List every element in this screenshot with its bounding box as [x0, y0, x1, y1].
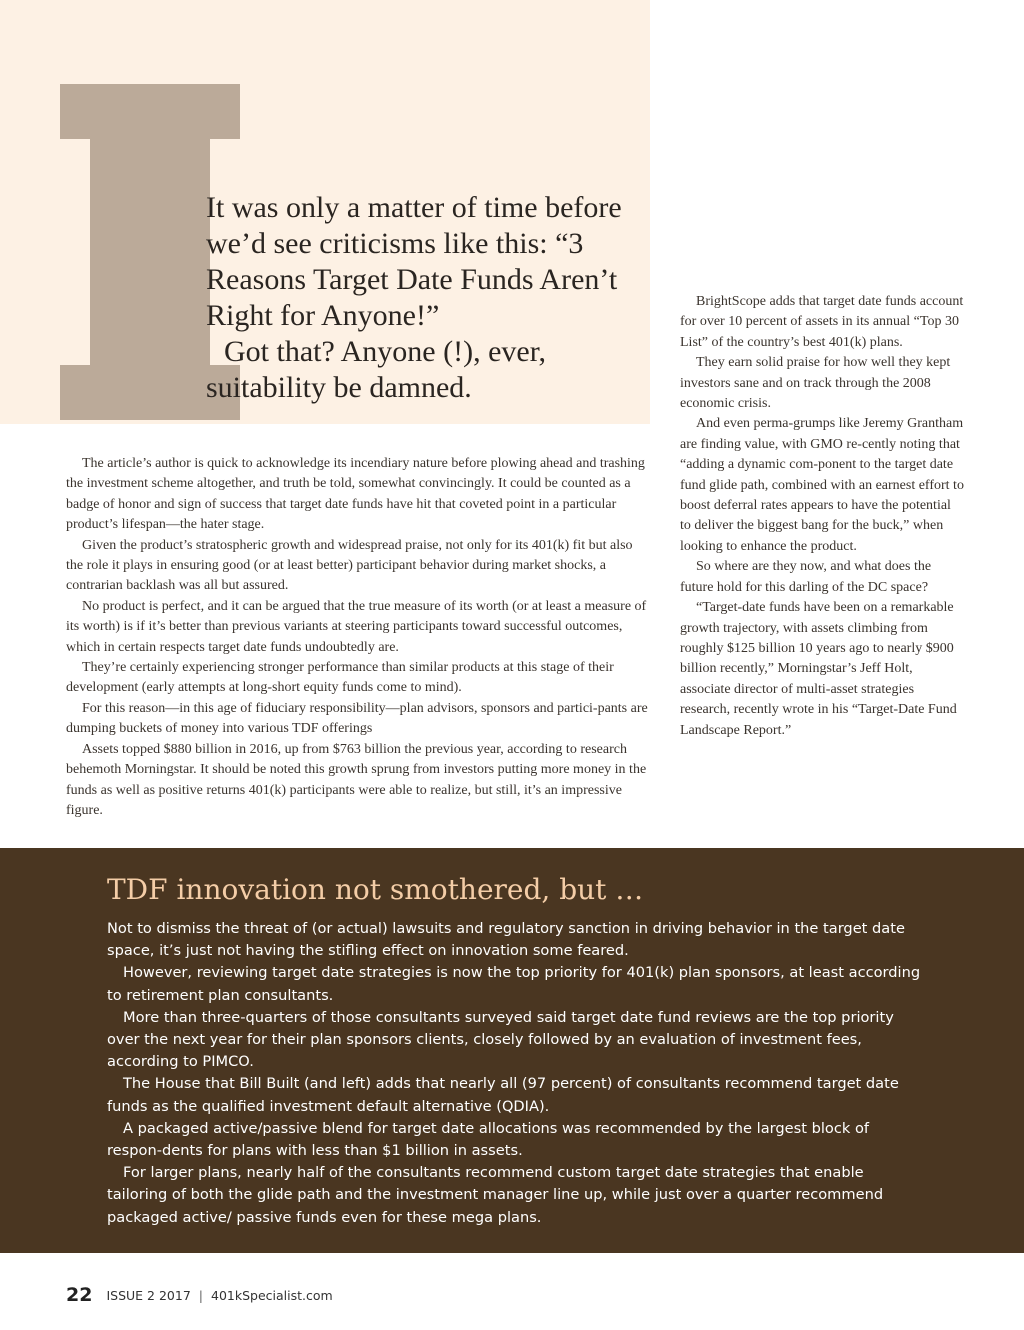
- sidebar-paragraph: A packaged active/passive blend for target date allocations was recommended by the largest block of respon-dents for plans with less than $1 billion in assets.: [107, 1119, 870, 1160]
- issue-label: ISSUE 2 2017: [106, 1287, 191, 1303]
- article-paragraph: Assets topped $880 billion in 2016, up from $763 billion the previous year, according to research behemoth Morningstar. It should be noted this growth sprung from investors putting more money in the funds as well as positive returns 401(k) participants were able to realize, but still, it’s an impressive figure.: [66, 741, 647, 818]
- article-paragraph: No product is perfect, and it can be argued that the true measure of its worth (or at least a measure of its worth) is if it’s better than previous variants at steering participants toward successful outcomes, which in certain respects target date funds undoubtedly are.: [66, 598, 647, 655]
- article-right-column: [680, 292, 965, 741]
- article-paragraph: BrightScope adds that target date funds account for over 10 percent of assets in its annual “Top 30 List” of the country’s best 401(k) plans.: [680, 294, 964, 350]
- sidebar-paragraph: The House that Bill Built (and left) adds that nearly all (97 percent) of consultants recommend target date funds as the qualified investment default alternative (QDIA).: [107, 1075, 899, 1115]
- sidebar-title: TDF innovation not smothered, but …: [107, 873, 644, 906]
- sidebar-paragraph: More than three-quarters of those consultants surveyed said target date fund reviews are the top priority over the next year for their plan sponsors clients, closely followed by an evaluation of investment fees, according to PIMCO.: [107, 1008, 894, 1071]
- page-number: 22: [66, 1284, 93, 1306]
- pull-quote-line-2: Got that? Anyone (!), ever, suitability be damned.: [206, 335, 547, 404]
- article-left-column: [66, 454, 652, 821]
- pull-quote-line-1: It was only a matter of time before we’d see criticisms like this: “3 Reasons Target Date Funds Aren’t Right for Anyone!”: [206, 191, 622, 332]
- article-paragraph: So where are they now, and what does the future hold for this darling of the DC space?: [680, 559, 932, 595]
- article-paragraph: They’re certainly experiencing stronger performance than similar products at this stage of their development (early attempts at long-short equity funds come to mind).: [66, 660, 614, 696]
- sidebar-paragraph: For larger plans, nearly half of the consultants recommend custom target date strategies that enable tailoring of both the glide path and the investment manager line up, while just over a quarter recommend packaged active/ passive funds even for these mega plans.: [107, 1164, 884, 1226]
- article-paragraph: “Target-date funds have been on a remarkable growth trajectory, with assets climbing from roughly $125 billion 10 years ago to nearly $900 billion recently,” Morningstar’s Jeff Holt, associate director of multi-asset strategies research, recently wrote in his “Target-Date Fund Landscape Report.”: [680, 600, 957, 738]
- sidebar-body: [107, 918, 927, 1229]
- article-paragraph: For this reason—in this age of fiduciary responsibility—plan advisors, sponsors and partici-pants are dumping buckets of money into various TDF offerings: [66, 700, 648, 737]
- article-paragraph: Given the product’s stratospheric growth and widespread praise, not only for its 401(k) fit but also the role it plays in ensuring good (or at least better) participant behavior during market shocks, a contrarian backlash was all but assured.: [66, 537, 633, 594]
- article-paragraph: The article’s author is quick to acknowledge its incendiary nature before plowing ahead and trashing the investment scheme altogether, and truth be told, somewhat convincingly. It could be counted as a badge of honor and sign of success that target date funds have hit that coveted point in a particular product’s lifespan—the hater stage.: [66, 456, 645, 533]
- page-footer: [66, 1280, 333, 1310]
- website-label: 401kSpecialist.com: [211, 1287, 333, 1303]
- sidebar-paragraph: However, reviewing target date strategies is now the top priority for 401(k) plan sponsors, at least according to retirement plan consultants.: [107, 964, 921, 1004]
- pull-quote: [206, 190, 646, 406]
- sidebar-paragraph: Not to dismiss the threat of (or actual) lawsuits and regulatory sanction in driving behavior in the target date space, it’s just not having the stifling effect on innovation some feared.: [107, 920, 905, 960]
- article-paragraph: And even perma-grumps like Jeremy Grantham are finding value, with GMO re-cently noting that “adding a dynamic com-ponent to the target date fund glide path, combined with an earnest effort to boost deferral rates appears to have the potential to deliver the biggest bang for the buck,” when looking to enhance the product.: [680, 416, 964, 554]
- article-paragraph: They earn solid praise for how well they kept investors sane and on track through the 2008 economic crisis.: [680, 355, 951, 412]
- footer-separator: |: [198, 1287, 203, 1303]
